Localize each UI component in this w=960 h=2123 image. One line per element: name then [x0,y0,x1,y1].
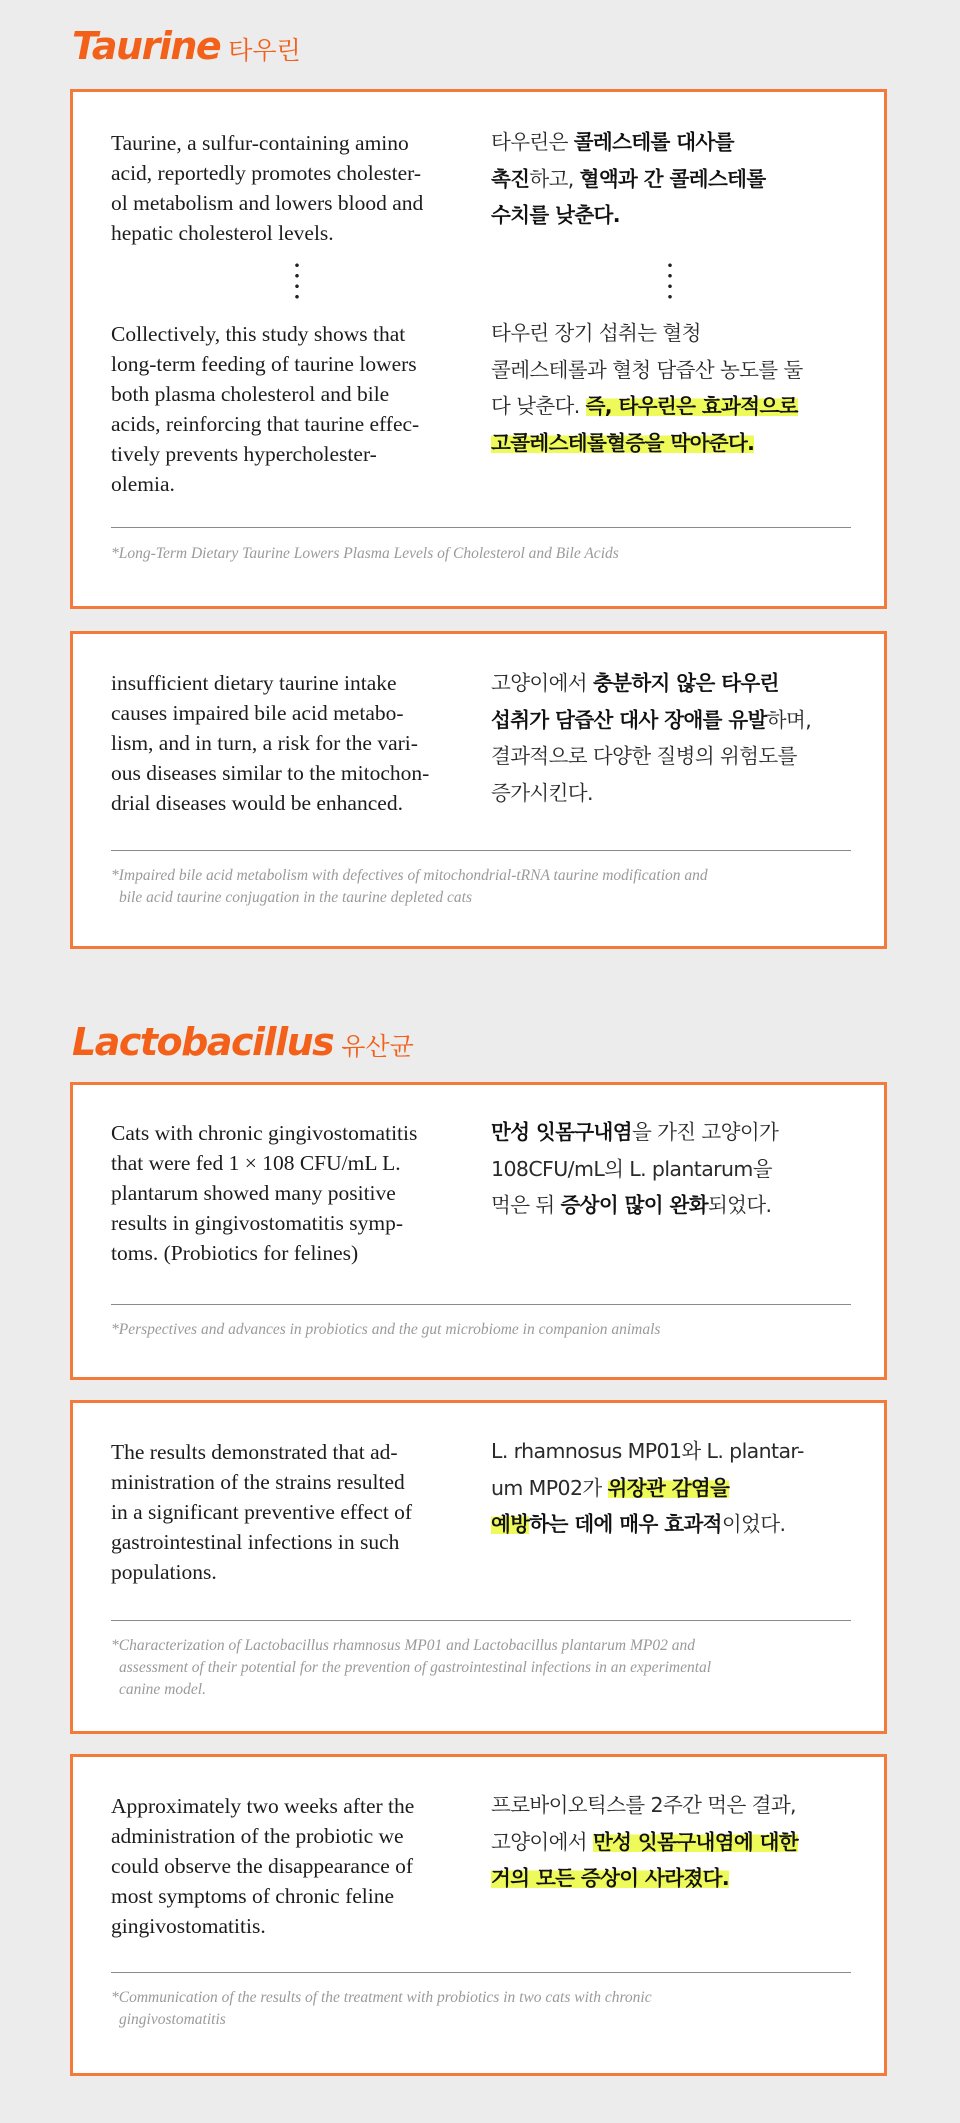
study-card [70,1082,887,1380]
text-line: 콜레스테롤과 혈청 담즙산 농도를 둘 [491,357,803,382]
text-line: The results demonstrated that ad- [111,1440,398,1464]
text-line: olemia. [111,472,175,496]
text-line: tively prevents hypercholester- [111,442,377,466]
korean-summary [491,124,851,234]
text-span: um MP02가 [491,1475,608,1500]
text-span: 하며, [766,707,812,732]
text-line: administration of the probiotic we [111,1824,404,1848]
english-summary [111,128,468,248]
citation [111,1987,831,2031]
bold-text: 만성 잇몸구내염 [491,1120,632,1144]
citation-line: *Perspectives and advances in probiotics and the gut microbiome in companion animals [111,1321,661,1338]
text-line: causes impaired bile acid metabo- [111,701,404,725]
text-line: L. rhamnosus MP01와 L. plantar- [491,1439,804,1463]
text-span: 고양이에서 [491,671,593,695]
text-line: toms. (Probiotics for felines) [111,1241,359,1265]
section-heading-taurine [72,24,301,68]
text-line: populations. [111,1560,217,1584]
english-summary [111,1791,468,1941]
citation [111,865,831,909]
text-line: could observe the disappearance of [111,1854,414,1878]
text-line: results in gingivostomatitis symp- [111,1211,404,1235]
bold-text: 충분하지 않은 타우린 [592,671,779,695]
highlighted-text: 거의 모든 증상이 사라졌다. [491,1866,730,1890]
text-line: ous diseases similar to the mitochon- [111,761,430,785]
divider [111,1304,851,1305]
section-heading-lactobacillus [72,1020,414,1064]
bold-text: 섭취가 담즙산 대사 장애를 유발 [491,707,767,732]
divider [111,850,851,851]
korean-summary [491,1433,851,1543]
korean-summary [491,1787,851,1897]
highlighted-text: 만성 잇몸구내염에 대한 [592,1829,799,1854]
text-span: 되었다. [707,1193,772,1217]
text-line: Collectively, this study shows that [111,322,406,346]
divider [111,527,851,528]
text-line: long-term feeding of taurine lowers [111,352,417,376]
bold-text: 증상이 많이 완화 [560,1193,708,1217]
bold-text: 수치를 낮춘다. [491,203,620,227]
bold-text: 콜레스테롤 대사를 [573,130,734,154]
text-line: Cats with chronic gingivostomatitis [111,1121,418,1145]
text-line: drial diseases would be enhanced. [111,791,403,815]
citation [111,1635,831,1701]
citation-line: *Long-Term Dietary Taurine Lowers Plasma Levels of Cholesterol and Bile Acids [111,545,619,562]
section-title-en: Taurine [72,24,221,68]
citation-line: bile acid taurine conjugation in the taurine depleted cats [119,889,472,906]
ellipsis-dots [295,260,299,302]
text-line: ministration of the strains resulted [111,1470,405,1494]
text-line: acid, reportedly promotes cholester- [111,161,422,185]
text-line: acids, reinforcing that taurine effec- [111,412,420,436]
text-span: 을 가진 고양이가 [631,1120,779,1144]
text-line: 증가시킨다. [491,780,593,805]
citation [111,543,831,565]
english-summary [111,1437,468,1587]
text-line: ol metabolism and lowers blood and [111,191,424,215]
section-title-ko: 유산균 [341,1032,414,1061]
divider [111,1620,851,1621]
study-card [70,631,887,949]
bold-text: 혈액과 간 콜레스테롤 [579,166,766,191]
bold-text: 촉진 [491,166,530,191]
citation-line: *Impaired bile acid metabolism with defectives of mitochondrial-tRNA taurine modification and [111,867,708,884]
text-line: gastrointestinal infections in such [111,1530,400,1554]
text-span: 이었다. [721,1512,786,1536]
study-card [70,1400,887,1734]
text-line: 타우린 장기 섭취는 혈청 [491,321,701,345]
korean-conclusion [491,315,851,461]
text-line: hepatic cholesterol levels. [111,221,334,245]
text-line: in a significant preventive effect of [111,1500,413,1524]
text-line: most symptoms of chronic feline [111,1884,395,1908]
text-line: lism, and in turn, a risk for the vari- [111,731,418,755]
section-title-ko: 타우린 [228,36,301,65]
text-line: both plasma cholesterol and bile [111,382,390,406]
text-line: plantarum showed many positive [111,1181,396,1205]
highlighted-text: 위장관 감염을 [607,1475,730,1500]
text-span: 하고, [529,166,580,191]
text-line: that were fed 1 × 108 CFU/mL L. [111,1151,401,1175]
text-span: 타우린은 [491,130,574,154]
bold-text: 하는 데에 매우 효과적 [529,1512,722,1536]
citation-line: assessment of their potential for the prevention of gastrointestinal infections in an experimental [119,1659,712,1676]
text-line: 108CFU/mL의 L. plantarum을 [491,1156,772,1181]
text-span: 먹은 뒤 [491,1193,561,1217]
english-conclusion [111,319,468,499]
korean-summary [491,1114,851,1224]
english-summary [111,1118,468,1268]
section-title-en: Lactobacillus [72,1020,334,1064]
citation-line: gingivostomatitis [119,2011,226,2028]
study-card [70,1754,887,2076]
ellipsis-dots [668,260,672,302]
text-line: gingivostomatitis. [111,1914,266,1938]
highlighted-text: 고콜레스테롤혈증을 막아준다. [491,430,755,455]
highlighted-text: 예방 [491,1512,530,1536]
citation-line: canine model. [119,1681,206,1698]
citation [111,1319,831,1341]
text-line: Approximately two weeks after the [111,1794,415,1818]
citation-line: *Communication of the results of the treatment with probiotics in two cats with chronic [111,1989,652,2006]
text-line: Taurine, a sulfur-containing amino [111,131,409,155]
text-span: 고양이에서 [491,1829,593,1854]
highlighted-text: 즉, 타우린은 효과적으로 [585,394,798,418]
text-line: insufficient dietary taurine intake [111,671,397,695]
study-card [70,89,887,609]
korean-summary [491,665,851,811]
text-line: 프로바이오틱스를 2주간 먹은 결과, [491,1793,796,1817]
text-span: 다 낮춘다. [491,394,586,418]
divider [111,1972,851,1973]
text-line: 결과적으로 다양한 질병의 위험도를 [491,744,797,768]
english-summary [111,668,468,818]
citation-line: *Characterization of Lactobacillus rhamnosus MP01 and Lactobacillus plantarum MP02 and [111,1637,695,1654]
